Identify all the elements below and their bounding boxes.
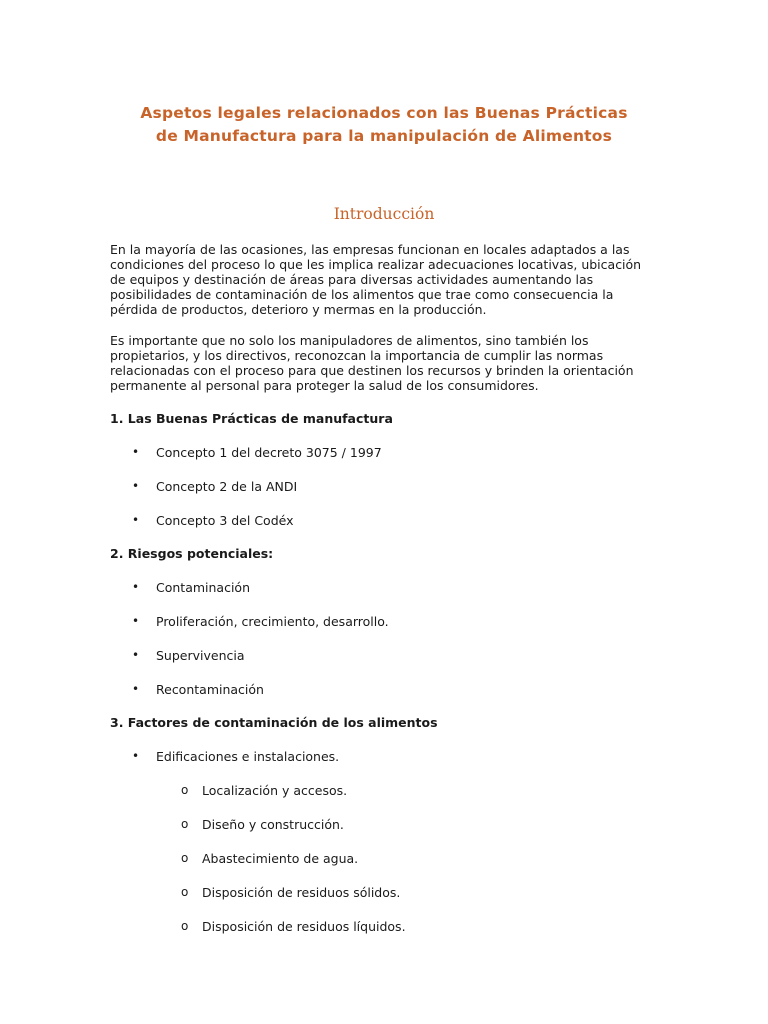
bullet-icon: • <box>132 749 140 763</box>
list-riesgos <box>110 580 658 697</box>
title-line-2: de Manufactura para la manipulación de Alimentos <box>155 127 613 145</box>
list-item: • Recontaminación <box>132 682 264 697</box>
sublist-item: o Diseño y construcción. <box>181 817 344 832</box>
document-page <box>0 102 768 1024</box>
bullet-icon: • <box>132 445 140 459</box>
title-line-1: Aspetos legales relacionados con las Buenas Prácticas <box>140 104 628 122</box>
list-item: • Contaminación <box>132 580 251 595</box>
list-item: • Concepto 2 de la ANDI <box>132 479 298 494</box>
sublist-edificaciones <box>110 783 658 934</box>
sublist-item: o Localización y accesos. <box>181 783 348 798</box>
intro-paragraph-1: En la mayoría de las ocasiones, las empresas funcionan en locales adaptados a las condiciones del proceso lo que les implica realizar adecuaciones locativas, ubicación de equipos y destinación de áreas para diversas actividades aumentando las posibilidades de contaminación de los alimentos que trae como consecuencia la pérdida de productos, deterioro y mermas en la producción. <box>110 242 642 317</box>
bullet-icon: • <box>132 479 140 493</box>
sublist-item: o Disposición de residuos sólidos. <box>181 885 401 900</box>
section-heading-factores: 3. Factores de contaminación de los alimentos <box>110 715 438 730</box>
sublist-item: o Abastecimiento de agua. <box>181 851 359 866</box>
bullet-icon: • <box>132 580 140 594</box>
section-heading-riesgos: 2. Riesgos potenciales: <box>110 546 274 561</box>
list-item: • Concepto 1 del decreto 3075 / 1997 <box>132 445 382 460</box>
list-buenas-practicas <box>110 445 658 528</box>
list-factores <box>110 749 658 764</box>
bullet-icon: • <box>132 682 140 696</box>
section-subtitle-introduccion: Introducción <box>333 205 435 223</box>
circle-bullet-icon: o <box>181 783 189 797</box>
circle-bullet-icon: o <box>181 919 189 933</box>
circle-bullet-icon: o <box>181 851 189 865</box>
sublist-item: o Disposición de residuos líquidos. <box>181 919 406 934</box>
list-item: • Proliferación, crecimiento, desarrollo. <box>132 614 389 629</box>
document-title <box>110 102 658 148</box>
bullet-icon: • <box>132 614 140 628</box>
list-item: • Concepto 3 del Codéx <box>132 513 294 528</box>
section-heading-buenas-practicas: 1. Las Buenas Prácticas de manufactura <box>110 411 393 426</box>
intro-paragraph-2: Es importante que no solo los manipuladores de alimentos, sino también los propietarios, y los directivos, reconozcan la importancia de cumplir las normas relacionadas con el proceso para que destinen los recursos y brinden la orientación permanente al personal para proteger la salud de los consumidores. <box>110 333 634 393</box>
bullet-icon: • <box>132 513 140 527</box>
circle-bullet-icon: o <box>181 885 189 899</box>
bullet-icon: • <box>132 648 140 662</box>
list-item: • Edificaciones e instalaciones. <box>132 749 340 764</box>
list-item: • Supervivencia <box>132 648 245 663</box>
circle-bullet-icon: o <box>181 817 189 831</box>
